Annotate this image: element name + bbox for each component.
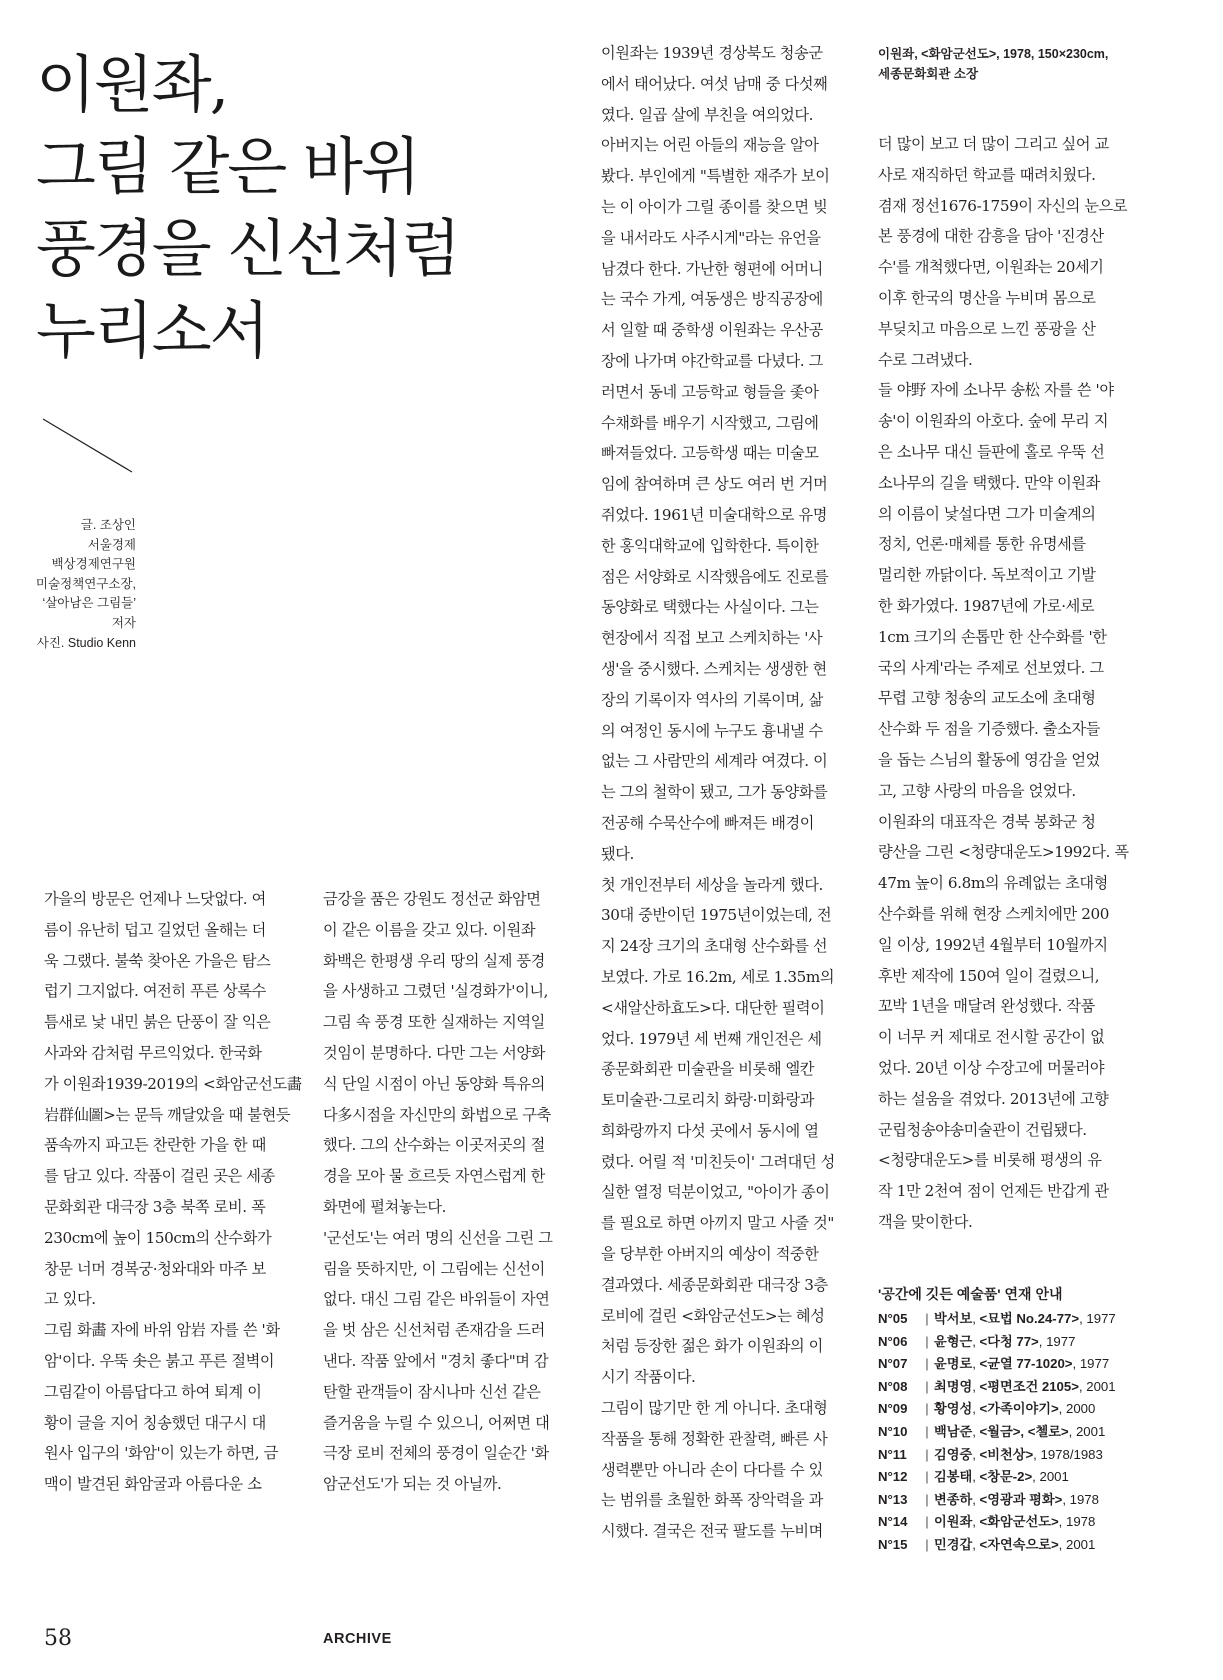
column3-line: 쥐었다. 1961년 미술대학으로 유명 — [601, 505, 828, 524]
column3-line: 서 일할 때 중학생 이원좌는 우산공 — [601, 321, 823, 340]
divider-bar: | — [925, 1491, 929, 1507]
series-work: <영광과 평화> — [979, 1491, 1063, 1507]
title-line: 누리소서 — [36, 294, 268, 367]
column2-line: 경을 모아 물 흐르듯 자연스럽게 한 — [323, 1167, 545, 1186]
title-line: 그림 같은 바위 — [36, 130, 419, 203]
column4-line: 일 이상, 1992년 4월부터 10월까지 — [878, 935, 1108, 954]
series-guide — [878, 1282, 1178, 1557]
column4-line: 산수화를 위해 현장 스케치에만 200 — [878, 904, 1110, 923]
series-artist: 황영성 — [934, 1401, 973, 1417]
column4-line: 객을 맞이한다. — [878, 1212, 973, 1231]
series-separator: , — [972, 1514, 980, 1530]
column2-line: 화면에 펼쳐놓는다. — [323, 1197, 447, 1216]
page-number: 58 — [44, 1626, 72, 1651]
series-item — [878, 1444, 1178, 1467]
column3-line: 보였다. 가로 16.2m, 세로 1.35m의 — [601, 967, 835, 986]
divider-bar: | — [925, 1356, 929, 1372]
section-label: ARCHIVE — [323, 1631, 392, 1647]
column3-line: 전공해 수묵산수에 빠져든 배경이 — [601, 813, 815, 832]
series-artist: 최명영 — [934, 1378, 973, 1394]
column3-line: 였다. 일곱 살에 부친을 여의었다. — [601, 105, 814, 124]
column3-line: 는 이 아이가 그릴 종이를 찾으면 빚 — [601, 197, 828, 216]
column4-line: 소나무의 길을 택했다. 만약 이원좌 — [878, 473, 1100, 492]
series-work: <자연속으로> — [979, 1536, 1059, 1552]
column3-line: 이원좌는 1939년 경상북도 청송군 — [601, 44, 823, 62]
column4-line: 었다. 20년 이상 수장고에 머물러야 — [878, 1058, 1105, 1077]
column4-line: 국의 사계'라는 주제로 선보였다. 그 — [878, 658, 1104, 677]
column2-line: 없다. 대신 그림 같은 바위들이 자연 — [323, 1290, 550, 1309]
column3-line: 시기 작품이다. — [601, 1368, 696, 1387]
column4-line: 들 야野 자에 소나무 송松 자를 쓴 '야 — [878, 381, 1114, 400]
column3-line: 러면서 동네 고등학교 형들을 좇아 — [601, 382, 819, 401]
body-column-2 — [323, 884, 553, 1500]
column3-line: 아버지는 어린 아들의 재능을 알아 — [601, 136, 819, 155]
divider-bar: | — [925, 1514, 929, 1530]
column4-line: 꼬박 1년을 매달려 완성했다. 작품 — [878, 997, 1095, 1016]
column1-line: 가 이원좌1939-2019의 <화암군선도畵 — [44, 1074, 302, 1093]
column1-line: 맥이 발견된 화암굴과 아름다운 소 — [44, 1475, 262, 1494]
series-year: , 1978 — [1058, 1514, 1096, 1530]
column2-line: 을 사생하고 그렸던 '실경화가'이니, — [323, 982, 549, 1001]
series-item — [878, 1331, 1178, 1354]
series-year: , 1977 — [1038, 1333, 1076, 1349]
series-number: N°13 — [878, 1491, 908, 1507]
column3-line: 작품을 통해 정확한 관찰력, 빠른 사 — [601, 1429, 828, 1448]
credits-line: 미술정책연구소장, — [35, 576, 136, 591]
series-artist: 윤형근 — [934, 1333, 973, 1349]
series-item — [878, 1421, 1178, 1444]
column1-line: 岩群仙圖>는 문득 깨달았을 때 불현듯 — [44, 1105, 291, 1124]
series-number: N°10 — [878, 1423, 908, 1439]
series-item — [878, 1489, 1178, 1512]
column4-line: <청량대운도>를 비롯해 평생의 유 — [878, 1151, 1102, 1170]
credits-line: 저자 — [111, 615, 136, 630]
column1-line: 틈새로 낯 내민 붉은 단풍이 잘 익은 — [44, 1013, 271, 1032]
column2-line: 그림 속 풍경 또한 실재하는 지역일 — [323, 1013, 545, 1032]
credits-line: ‘살아남은 그림들’ — [42, 596, 136, 611]
column3-line: 을 당부한 아버지의 예상이 적중한 — [601, 1245, 819, 1264]
column4-line: 은 소나무 대신 들판에 홀로 우뚝 선 — [878, 442, 1105, 461]
series-year: , 1977 — [1079, 1311, 1116, 1326]
divider-bar: | — [925, 1378, 929, 1394]
column3-line: 생력뿐만 아니라 손이 다다를 수 있 — [601, 1460, 823, 1479]
column3-line: 는 그의 철학이 됐고, 그가 동양화를 — [601, 783, 828, 802]
column3-line: 첫 개인전부터 세상을 놀라게 했다. — [601, 875, 823, 894]
column4-line: 무렵 고향 청송의 교도소에 초대형 — [878, 689, 1096, 708]
credits-line: 백상경제연구원 — [51, 557, 136, 572]
column1-line: 사과와 감처럼 무르익었다. 한국화 — [44, 1043, 262, 1062]
column3-line: 장의 기록이자 역사의 기록이며, 삶 — [601, 690, 823, 709]
column2-line: 다多시점을 자신만의 화법으로 구축 — [323, 1105, 551, 1124]
column4-line: 을 돕는 스님의 활동에 영감을 얻었 — [878, 750, 1100, 769]
column1-line: 문화회관 대극장 3층 북쪽 로비. 폭 — [44, 1197, 266, 1216]
series-number: N°15 — [878, 1536, 908, 1552]
series-work: <비천상> — [979, 1446, 1034, 1462]
column1-line: 그림 화畵 자에 바위 암岩 자를 쓴 '화 — [44, 1321, 280, 1340]
series-number: N°12 — [878, 1469, 908, 1485]
series-artist: 변종하 — [934, 1491, 973, 1507]
column1-line: 름이 유난히 덥고 길었던 올해는 더 — [44, 920, 266, 939]
column4-line: 이원좌의 대표작은 경북 봉화군 청 — [878, 812, 1096, 831]
series-artist: 박서보 — [934, 1311, 973, 1326]
column3-line: 처럼 등장한 젊은 화가 이원좌의 이 — [601, 1337, 823, 1356]
column4-line: 후반 제작에 150여 일이 걸렸으니, — [878, 966, 1100, 985]
series-year: , 2001 — [1032, 1469, 1069, 1485]
column4-line: 의 이름이 낯설다면 그가 미술계의 — [878, 504, 1096, 523]
column3-line: 점은 서양화로 시작했음에도 진로를 — [601, 567, 829, 586]
divider-bar: | — [925, 1423, 929, 1439]
divider-bar: | — [925, 1311, 929, 1326]
column4-line: 이 너무 커 제대로 전시할 공간이 없 — [878, 1028, 1105, 1047]
column3-line: 는 범위를 초월한 화폭 장악력을 과 — [601, 1491, 823, 1510]
column3-line: 결과였다. 세종문화회관 대극장 3층 — [601, 1275, 828, 1294]
column3-line: 됐다. — [601, 844, 634, 863]
series-separator: , — [972, 1311, 980, 1326]
column4-line: 군립청송야송미술관이 건립됐다. — [878, 1120, 1087, 1139]
column2-line: 것임이 분명하다. 다만 그는 서양화 — [323, 1043, 545, 1062]
column4-line: 이후 한국의 명산을 누비며 몸으로 — [878, 288, 1096, 307]
series-item — [878, 1511, 1178, 1534]
series-separator: , — [972, 1469, 980, 1485]
column4-line: 겸재 정선1676-1759이 자신의 눈으로 — [878, 196, 1128, 215]
image-caption — [878, 44, 1178, 84]
series-artist: 김봉태 — [934, 1469, 973, 1485]
column1-line: 황이 글을 지어 칭송했던 대구시 대 — [44, 1413, 266, 1432]
column3-line: 현장에서 직접 보고 스케치하는 '사 — [601, 629, 823, 648]
column4-line: 작 1만 2천여 점이 언제든 반갑게 관 — [878, 1182, 1109, 1201]
series-work: <평면조건 2105> — [979, 1378, 1079, 1394]
series-item — [878, 1534, 1178, 1557]
column1-line: 창문 너머 경복궁·청와대와 마주 보 — [44, 1259, 266, 1278]
divider-bar: | — [925, 1333, 929, 1349]
series-work: <창문-2> — [979, 1469, 1033, 1485]
column2-line: 암군선도'가 되는 것 아닐까. — [323, 1475, 502, 1494]
column1-line: 욱 그랬다. 불쑥 찾아온 가을은 탐스 — [44, 951, 271, 970]
column1-line: 가을의 방문은 언제나 느닷없다. 여 — [44, 890, 266, 908]
column4-line: 47m 높이 6.8m의 유례없는 초대형 — [878, 874, 1108, 893]
column2-line: 극장 로비 전체의 풍경이 일순간 '화 — [323, 1444, 549, 1463]
series-item — [878, 1466, 1178, 1489]
column2-line: 화백은 한평생 우리 땅의 실제 풍경 — [323, 951, 545, 970]
article-title — [36, 44, 556, 372]
divider-bar: | — [925, 1536, 929, 1552]
column3-line: 희화랑까지 다섯 곳에서 동시에 열 — [601, 1121, 819, 1140]
series-item — [878, 1353, 1178, 1376]
credits-line: 글. 조상인 — [80, 518, 136, 532]
series-number: N°11 — [878, 1446, 907, 1462]
column2-line: 낸다. 작품 앞에서 "경치 좋다"며 감 — [323, 1351, 549, 1370]
series-artist: 이원좌 — [934, 1514, 973, 1530]
column2-line: '군선도'는 여러 명의 신선을 그린 그 — [323, 1228, 553, 1247]
series-separator: , — [972, 1423, 980, 1439]
column3-line: 지 24장 크기의 초대형 산수화를 선 — [601, 937, 828, 956]
column2-line: 탄할 관객들이 잠시나마 신선 같은 — [323, 1382, 541, 1401]
series-separator: , — [972, 1378, 980, 1394]
column3-line: 을 내서라도 사주시게"라는 유언을 — [601, 228, 821, 247]
column2-line: 식 단일 시점이 아닌 동양화 특유의 — [323, 1074, 545, 1093]
body-column-1 — [44, 884, 302, 1500]
column3-line: 에서 태어났다. 여섯 남매 중 다섯째 — [601, 74, 828, 93]
series-year: , 1977 — [1072, 1356, 1110, 1372]
column4-line: 수로 그려냈다. — [878, 350, 973, 369]
column1-line: 230cm에 높이 150cm의 산수화가 — [44, 1228, 272, 1247]
series-work: <화암군선도> — [979, 1514, 1059, 1530]
divider-bar: | — [925, 1401, 929, 1417]
series-work: <묘법 No.24-77> — [979, 1311, 1080, 1326]
series-separator: , — [972, 1401, 980, 1417]
series-artist: 백남준 — [934, 1423, 973, 1439]
column1-line: 품속까지 파고든 찬란한 가을 한 때 — [44, 1136, 266, 1155]
column1-line: 고 있다. — [44, 1290, 96, 1309]
column4-line: 하는 설움을 겪었다. 2013년에 고향 — [878, 1089, 1109, 1108]
series-separator: , — [972, 1491, 980, 1507]
diagonal-rule — [42, 418, 134, 474]
series-year: , 2001 — [1058, 1536, 1096, 1552]
column3-line: 종문화회관 미술관을 비롯해 엘칸 — [601, 1060, 815, 1079]
caption-line: 이원좌, <화암군선도>, 1978, 150×230cm, — [878, 47, 1109, 61]
caption-line: 세종문화회관 소장 — [878, 67, 979, 81]
column3-line: 토미술관·그로리치 화랑·미화랑과 — [601, 1091, 815, 1110]
series-list — [878, 1308, 1178, 1557]
column3-line: 실한 열정 덕분이었고, "아이가 종이 — [601, 1183, 830, 1202]
column3-line: 시했다. 결국은 전국 팔도를 누비며 — [601, 1522, 823, 1541]
series-artist: 민경갑 — [934, 1536, 973, 1552]
column3-line: 남겼다 한다. 가난한 형편에 어머니 — [601, 259, 823, 278]
author-credits — [30, 516, 136, 653]
credits-line: 서울경제 — [87, 537, 136, 552]
column4-line: 멀리한 까닭이다. 독보적이고 기발 — [878, 566, 1096, 585]
column2-line: 이 같은 이름을 갖고 있다. 이원좌 — [323, 920, 536, 939]
column3-line: 로비에 걸린 <화암군선도>는 혜성 — [601, 1306, 825, 1325]
series-work: <가족이야기> — [979, 1401, 1059, 1417]
series-separator: , — [972, 1446, 980, 1462]
column3-line: 30대 중반이던 1975년이었는데, 전 — [601, 906, 832, 925]
series-number: N°08 — [878, 1378, 908, 1394]
column2-line: 림을 뜻하지만, 이 그림에는 신선이 — [323, 1259, 545, 1278]
divider-bar: | — [925, 1446, 929, 1462]
column4-line: 수'를 개척했다면, 이원좌는 20세기 — [878, 258, 1104, 277]
series-number: N°07 — [878, 1356, 908, 1372]
title-line: 이원좌, — [36, 48, 228, 121]
column3-line: 수채화를 배우기 시작했고, 그림에 — [601, 413, 819, 432]
series-separator: , — [972, 1536, 980, 1552]
column4-line: 고, 고향 사랑의 마음을 얹었다. — [878, 781, 1076, 800]
series-work: <다청 77> — [979, 1333, 1039, 1349]
column3-line: 없는 그 사람만의 세계라 여겼다. 이 — [601, 752, 828, 771]
column3-line: 의 여정인 동시에 누구도 흉내낼 수 — [601, 721, 823, 740]
series-year: , 2001 — [1078, 1378, 1116, 1394]
series-year: , 1978 — [1062, 1491, 1099, 1507]
title-line: 풍경을 신선처럼 — [36, 212, 459, 285]
column3-line: 빠져들었다. 고등학생 때는 미술모 — [601, 444, 819, 463]
column1-line: 원사 입구의 '화암'이 있는가 하면, 금 — [44, 1444, 278, 1463]
divider-bar: | — [925, 1469, 929, 1485]
column4-line: 산수화 두 점을 기증했다. 출소자들 — [878, 720, 1100, 739]
column2-line: 즐거움을 누릴 수 있으니, 어쩌면 대 — [323, 1413, 550, 1432]
column2-line: 했다. 그의 산수화는 이곳저곳의 절 — [323, 1136, 545, 1155]
column3-line: 었다. 1979년 세 번째 개인전은 세 — [601, 1029, 822, 1048]
column3-line: 는 국수 가게, 여동생은 방직공장에 — [601, 290, 823, 309]
series-artist: 김영중 — [934, 1446, 973, 1462]
column2-line: 을 벗 삼은 신선처럼 존재감을 드러 — [323, 1321, 545, 1340]
series-item — [878, 1308, 1178, 1331]
column3-line: 생'을 중시했다. 스케치는 생생한 현 — [601, 659, 827, 678]
column4-line: 본 풍경에 대한 감흥을 담아 '진경산 — [878, 227, 1104, 246]
column3-line: 장에 나가며 야간학교를 다녔다. 그 — [601, 351, 823, 370]
column3-line: 한 홍익대학교에 입학한다. 특이한 — [601, 536, 819, 555]
column4-line: 더 많이 보고 더 많이 그리고 싶어 교 — [878, 135, 1109, 153]
column4-line: 정치, 언론·매체를 통한 유명세를 — [878, 535, 1086, 554]
series-number: N°14 — [878, 1514, 908, 1530]
series-separator: , — [972, 1333, 980, 1349]
column3-line: 동양화로 택했다는 사실이다. 그는 — [601, 598, 819, 617]
column1-line: 를 담고 있다. 작품이 걸린 곳은 세종 — [44, 1167, 275, 1186]
column4-line: 1cm 크기의 손톱만 한 산수화를 '한 — [878, 627, 1107, 646]
series-title: '공간에 깃든 예술품' 연재 안내 — [878, 1286, 1063, 1302]
body-column-4 — [878, 129, 1129, 1238]
column3-line: <새알산하효도>다. 대단한 필력이 — [601, 998, 825, 1017]
column4-line: 부딪치고 마음으로 느낀 풍광을 산 — [878, 319, 1096, 338]
series-number: N°05 — [878, 1311, 908, 1326]
column3-line: 봤다. 부인에게 "특별한 재주가 보이 — [601, 167, 830, 186]
series-year: , 2001 — [1068, 1423, 1106, 1439]
column3-line: 그림이 많기만 한 게 아니다. 초대형 — [601, 1399, 828, 1418]
column1-line: 암'이다. 우뚝 솟은 붉고 푸른 절벽이 — [44, 1351, 275, 1370]
body-column-3 — [601, 38, 835, 1547]
series-item — [878, 1398, 1178, 1421]
column2-line: 금강을 품은 강원도 정선군 화암면 — [323, 890, 541, 908]
series-work: <균열 77-1020> — [979, 1356, 1073, 1372]
series-work: <월금>, <첼로> — [979, 1423, 1069, 1439]
column3-line: 를 필요로 하면 아끼지 말고 사줄 것" — [601, 1214, 834, 1233]
column3-line: 임에 참여하며 큰 상도 여러 번 거머 — [601, 475, 828, 494]
series-separator: , — [972, 1356, 980, 1372]
series-artist: 윤명로 — [934, 1356, 973, 1372]
series-item — [878, 1376, 1178, 1399]
column1-line: 그림같이 아름답다고 하여 퇴계 이 — [44, 1382, 262, 1401]
series-year: , 2000 — [1058, 1401, 1096, 1417]
series-number: N°06 — [878, 1333, 908, 1349]
column4-line: 사로 재직하던 학교를 때려치웠다. — [878, 165, 1096, 184]
column4-line: 한 화가였다. 1987년에 가로·세로 — [878, 596, 1095, 615]
column4-line: 량산을 그린 <청량대운도>1992다. 폭 — [878, 843, 1129, 862]
series-number: N°09 — [878, 1401, 908, 1417]
column4-line: 송'이 이원좌의 아호다. 숲에 무리 지 — [878, 412, 1109, 431]
series-year: , 1978/1983 — [1033, 1446, 1103, 1462]
credits-line: 사진. Studio Kenn — [36, 635, 136, 650]
column3-line: 렸다. 어릴 적 '미친듯이' 그려대던 성 — [601, 1152, 835, 1171]
column1-line: 럽기 그지없다. 여전히 푸른 상록수 — [44, 982, 266, 1001]
